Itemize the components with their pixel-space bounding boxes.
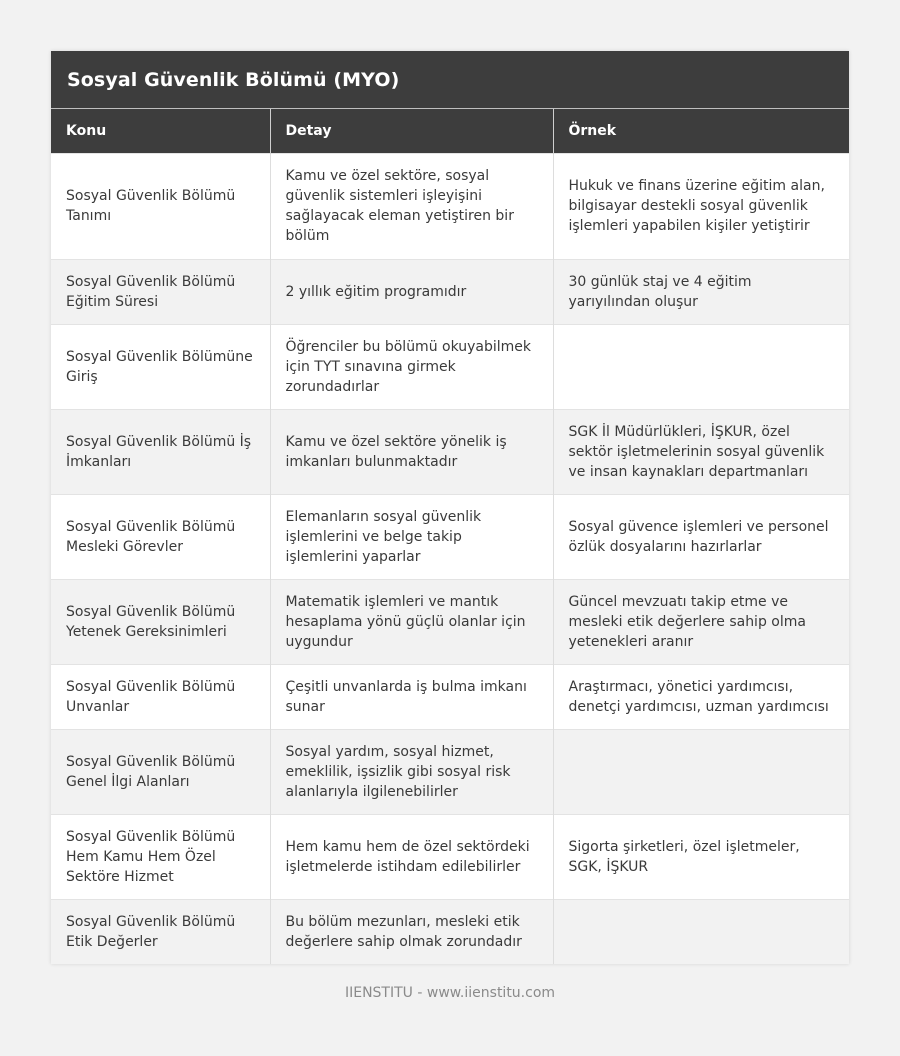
table-row xyxy=(51,729,849,814)
cell-ornek: Araştırmacı, yönetici yardımcısı, denetçi yardımcısı, uzman yardımcısı xyxy=(553,664,849,729)
cell-konu: Sosyal Güvenlik Bölümü Yetenek Gereksinimleri xyxy=(51,579,270,664)
cell-detay: 2 yıllık eğitim programıdır xyxy=(270,259,553,324)
cell-detay: Hem kamu hem de özel sektördeki işletmelerde istihdam edilebilirler xyxy=(270,814,553,899)
cell-detay: Sosyal yardım, sosyal hizmet, emeklilik, işsizlik gibi sosyal risk alanlarıyla ilgilenebilirler xyxy=(270,729,553,814)
cell-ornek xyxy=(553,899,849,964)
cell-ornek: Güncel mevzuatı takip etme ve mesleki etik değerlere sahip olma yetenekleri aranır xyxy=(553,579,849,664)
table-row xyxy=(51,409,849,494)
header-row xyxy=(51,109,849,153)
table-row xyxy=(51,494,849,579)
cell-ornek: Sosyal güvence işlemleri ve personel özlük dosyalarını hazırlarlar xyxy=(553,494,849,579)
table-row xyxy=(51,899,849,964)
cell-detay: Matematik işlemleri ve mantık hesaplama yönü güçlü olanlar için uygundur xyxy=(270,579,553,664)
cell-ornek: SGK İl Müdürlükleri, İŞKUR, özel sektör işletmelerinin sosyal güvenlik ve insan kaynakları departmanları xyxy=(553,409,849,494)
table-row xyxy=(51,814,849,899)
cell-detay: Kamu ve özel sektöre yönelik iş imkanları bulunmaktadır xyxy=(270,409,553,494)
cell-konu: Sosyal Güvenlik Bölümü İş İmkanları xyxy=(51,409,270,494)
cell-ornek xyxy=(553,324,849,409)
cell-detay: Öğrenciler bu bölümü okuyabilmek için TYT sınavına girmek zorundadırlar xyxy=(270,324,553,409)
cell-ornek: Sigorta şirketleri, özel işletmeler, SGK, İŞKUR xyxy=(553,814,849,899)
cell-detay: Kamu ve özel sektöre, sosyal güvenlik sistemleri işleyişini sağlayacak eleman yetiştiren bir bölüm xyxy=(270,153,553,259)
cell-konu: Sosyal Güvenlik Bölümü Tanımı xyxy=(51,153,270,259)
cell-ornek xyxy=(553,729,849,814)
table-row xyxy=(51,153,849,259)
info-table xyxy=(51,109,849,964)
column-header-detay: Detay xyxy=(270,109,553,153)
table-title: Sosyal Güvenlik Bölümü (MYO) xyxy=(67,68,400,91)
cell-konu: Sosyal Güvenlik Bölümü Unvanlar xyxy=(51,664,270,729)
cell-konu: Sosyal Güvenlik Bölümü Hem Kamu Hem Özel Sektöre Hizmet xyxy=(51,814,270,899)
column-header-ornek: Örnek xyxy=(553,109,849,153)
cell-detay: Bu bölüm mezunları, mesleki etik değerlere sahip olmak zorundadır xyxy=(270,899,553,964)
cell-konu: Sosyal Güvenlik Bölümü Eğitim Süresi xyxy=(51,259,270,324)
table-row xyxy=(51,324,849,409)
footer-credit: IIENSTITU - www.iienstitu.com xyxy=(344,985,556,1001)
title-bar xyxy=(51,51,849,109)
cell-detay: Çeşitli unvanlarda iş bulma imkanı sunar xyxy=(270,664,553,729)
cell-konu: Sosyal Güvenlik Bölümü Mesleki Görevler xyxy=(51,494,270,579)
cell-konu: Sosyal Güvenlik Bölümü Etik Değerler xyxy=(51,899,270,964)
cell-konu: Sosyal Güvenlik Bölümüne Giriş xyxy=(51,324,270,409)
table-row xyxy=(51,579,849,664)
table-card xyxy=(51,51,849,964)
cell-ornek: 30 günlük staj ve 4 eğitim yarıyılından oluşur xyxy=(553,259,849,324)
column-header-konu: Konu xyxy=(51,109,270,153)
cell-detay: Elemanların sosyal güvenlik işlemlerini ve belge takip işlemlerini yaparlar xyxy=(270,494,553,579)
cell-ornek: Hukuk ve finans üzerine eğitim alan, bilgisayar destekli sosyal güvenlik işlemleri yapabilen kişiler yetiştirir xyxy=(553,153,849,259)
table-row xyxy=(51,259,849,324)
table-row xyxy=(51,664,849,729)
cell-konu: Sosyal Güvenlik Bölümü Genel İlgi Alanları xyxy=(51,729,270,814)
